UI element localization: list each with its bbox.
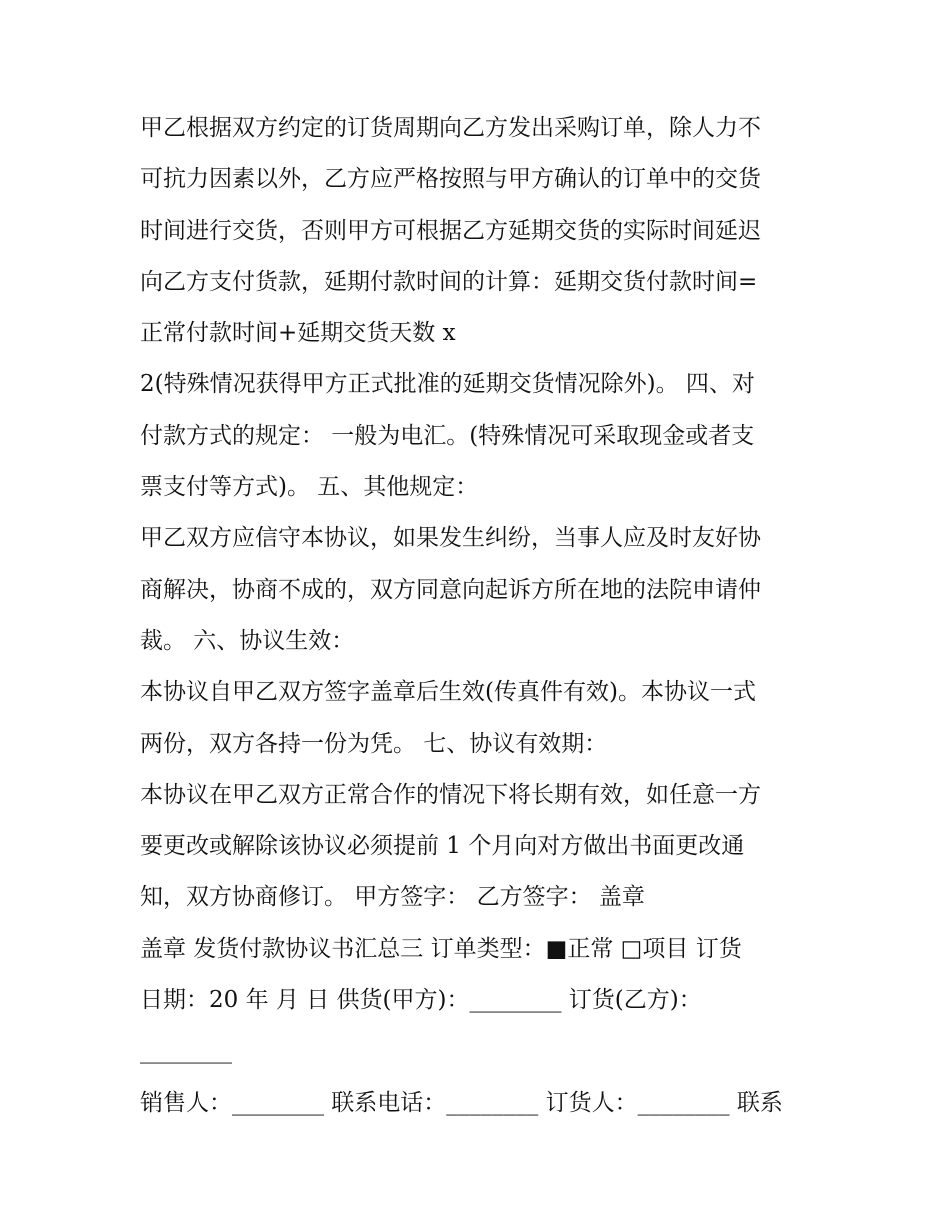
document-body [140, 103, 820, 1129]
text-line: 知，双方协商修订。 甲方签字： 乙方签字： 盖章 [140, 884, 645, 911]
text-line: 甲乙根据双方约定的订货周期向乙方发出采购订单，除人力不 [140, 115, 761, 141]
text-line: 可抗力因素以外，乙方应严格按照与甲方确认的订单中的交货 [140, 166, 761, 193]
text-line: 本协议自甲乙双方签字盖章后生效(传真件有效)。本协议一式 [140, 679, 756, 706]
text-line: 盖章 发货付款协议书汇总三 订单类型：■正常 □项目 订货 [140, 935, 742, 962]
text-line: 裁。 六、协议生效： [140, 627, 355, 654]
text-line: 商解决，协商不成的，双方同意向起诉方所在地的法院申请仲 [140, 576, 761, 603]
text-line: 票支付等方式)。 五、其他规定： [140, 474, 479, 501]
text-line: 日期：20 年 月 日 供货(甲方)：________ 订货(乙方)： [140, 987, 702, 1014]
text-line: 时间进行交货，否则甲方可根据乙方延期交货的实际时间延迟 [140, 217, 761, 244]
text-line: 付款方式的规定： 一般为电汇。(特殊情况可采取现金或者支 [140, 422, 755, 449]
text-line: 2(特殊情况获得甲方正式批准的延期交货情况除外)。 四、对 [140, 371, 755, 398]
text-line: 两份，双方各持一份为凭。 七、协议有效期： [140, 730, 608, 757]
text-line: 要更改或解除该协议必须提前 1 个月向对方做出书面更改通 [140, 833, 745, 860]
text-line: 销售人：________ 联系电话：________ 订货人：________ 联系 [140, 1089, 783, 1116]
text-line: ________ [140, 1038, 232, 1065]
text-line: 甲乙双方应信守本协议，如果发生纠纷，当事人应及时友好协 [140, 525, 761, 552]
text-line: 本协议在甲乙双方正常合作的情况下将长期有效，如任意一方 [140, 781, 761, 808]
text-line: 向乙方支付货款，延期付款时间的计算：延期交货付款时间= [140, 268, 758, 295]
text-line: 正常付款时间+延期交货天数 x [140, 320, 456, 347]
